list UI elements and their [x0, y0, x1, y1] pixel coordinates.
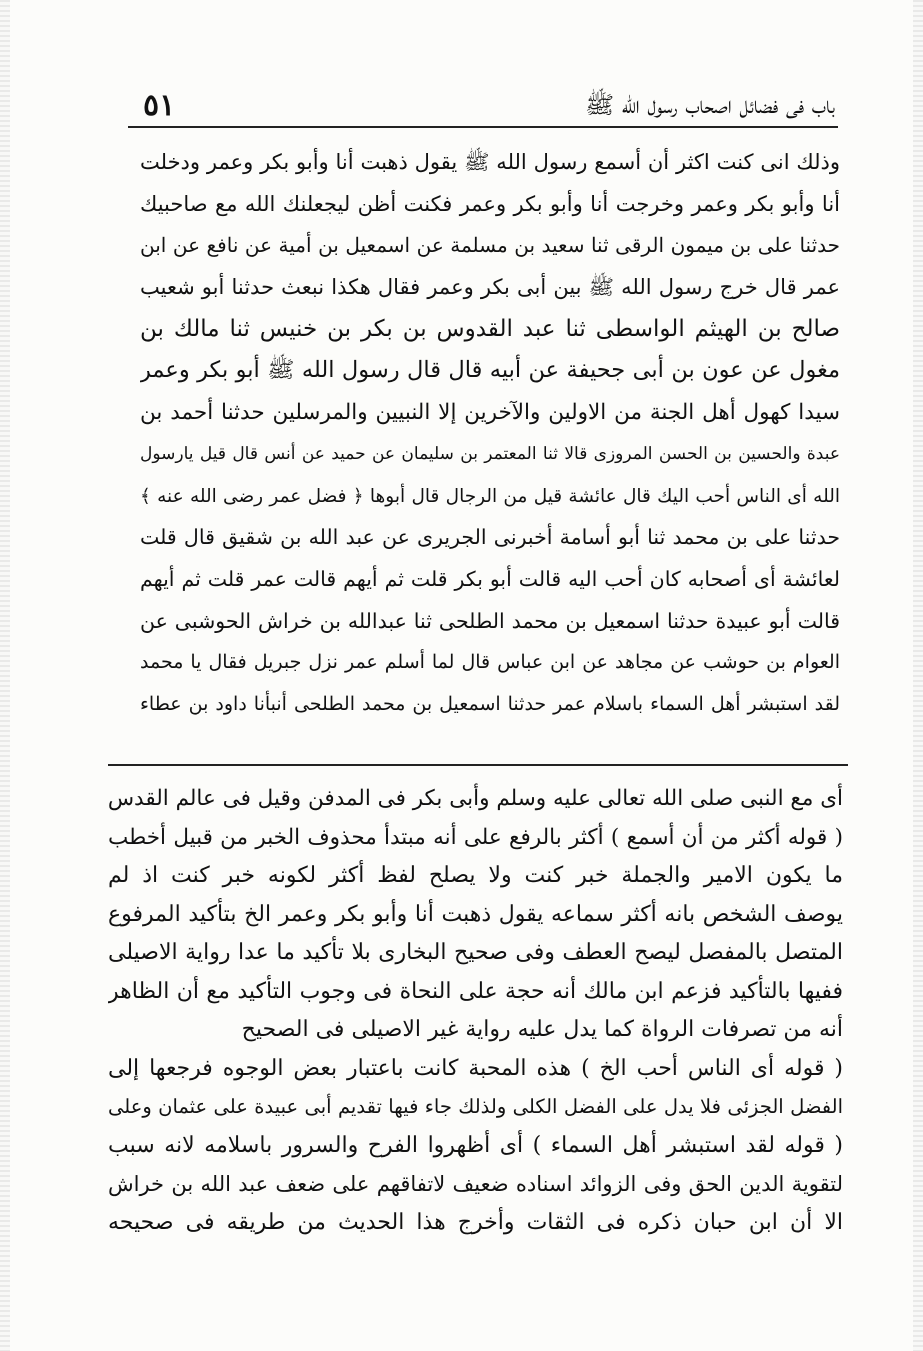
page-number: ٥١ [143, 88, 176, 123]
hadith-line: عمر قال خرج رسول الله ﷺ بين أبى بكر وعمر فقال هكذا نبعث حدثنا أبو شعيب [140, 275, 840, 300]
commentary-line: أى مع النبى صلى الله تعالى عليه وسلم وأبى بكر فى المدفن وقيل فى عالم القدس [108, 786, 843, 811]
running-head [135, 84, 835, 124]
commentary-line: ما يكون الامير والجملة خبر كنت ولا يصلح لفظ أكثر لكونه خبر كنت اذ لم [108, 863, 843, 888]
commentary-line: أنه من تصرفات الرواة كما يدل عليه رواية غير الاصيلى فى الصحيح [241, 1017, 843, 1042]
hadith-line: وذلك انى كنت اكثر أن أسمع رسول الله ﷺ يقول ذهبت أنا وأبو بكر وعمر ودخلت [140, 150, 840, 174]
hadith-line: عبدة والحسين بن الحسن المروزى قالا ثنا المعتمر بن سليمان عن حميد عن أنس قال قيل يارسول [140, 443, 840, 464]
commentary-line: الفضل الجزئى فلا يدل على الفضل الكلى ولذلك جاء فيها تقديم أبى عبيدة على عثمان وعلى [108, 1095, 843, 1118]
hadith-line: لعائشة أى أصحابه كان أحب اليه قالت أبو بكر قلت ثم أيهم قالت عمر قلت ثم أيهم [140, 566, 840, 591]
scan-edge-left [0, 0, 10, 1351]
hadith-line: حدثنا على بن ميمون الرقى ثنا سعيد بن مسلمة عن اسمعيل بن أمية عن نافع عن ابن [140, 233, 840, 258]
commentary-separator-rule [108, 764, 848, 766]
commentary-line: يوصف الشخص بانه أكثر سماعه يقول ذهبت أنا وأبو بكر وعمر الخ بتأكيد المرفوع [108, 901, 843, 927]
hadith-text-block [140, 142, 840, 726]
chapter-title: باب فى فضائل اصحاب رسول الله ﷺ [585, 91, 835, 119]
hadith-line: الله أى الناس أحب اليك قال عائشة قيل من الرجال قال أبوها ﴿ فضل عمر رضى الله عنه ﴾ [140, 485, 840, 507]
hadith-line: حدثنا على بن محمد ثنا أبو أسامة أخبرنى الجريرى عن عبد الله بن شقيق قال قلت [140, 525, 840, 550]
hadith-line: العوام بن حوشب عن مجاهد عن ابن عباس قال لما أسلم عمر نزل جبريل فقال يا محمد [140, 651, 840, 674]
scan-edge-right [913, 0, 923, 1351]
hadith-line: لقد استبشر أهل السماء باسلام عمر حدثنا اسمعيل بن محمد الطلحى أنبأنا داود بن عطاء [140, 692, 840, 715]
commentary-line: الا أن ابن حبان ذكره فى الثقات وأخرج هذا الحديث من طريقه فى صحيحه [108, 1209, 843, 1235]
hadith-line: مغول عن عون بن أبى جحيفة عن أبيه قال قال رسول الله ﷺ أبو بكر وعمر [140, 357, 840, 384]
commentary-line: ( قوله أى الناس أحب الخ ) هذه المحبة كانت باعتبار بعض الوجوه فرجعها إلى [108, 1055, 843, 1081]
header-rule [128, 126, 838, 128]
hadith-line: سيدا كهول أهل الجنة من الاولين والآخرين إلا النبيين والمرسلين حدثنا أحمد بن [140, 400, 840, 426]
commentary-line: ففيها بالتأكيد فزعم ابن مالك أنه حجة على النحاة فى وجوب التأكيد مع أن الظاهر [108, 978, 843, 1004]
hadith-line: صالح بن الهيثم الواسطى ثنا عبد القدوس بن بكر بن خنيس ثنا مالك بن [140, 315, 840, 342]
commentary-line: ( قوله أكثر من أن أسمع ) أكثر بالرفع على أنه مبتدأ محذوف الخبر من قبيل أخطب [108, 824, 843, 850]
commentary-line: لتقوية الدين الحق وفى الزوائد اسناده ضعيف لاتفاقهم على ضعف عبد الله بن خراش [108, 1172, 843, 1196]
hadith-line: أنا وأبو بكر وعمر وخرجت أنا وأبو بكر وعمر فكنت أظن ليجعلنك الله مع صاحبيك [140, 191, 840, 216]
commentary-block [108, 780, 843, 1242]
commentary-line: ( قوله لقد استبشر أهل السماء ) أى أظهروا الفرح والسرور باسلامه لانه سبب [108, 1132, 843, 1158]
commentary-line: المتصل بالمفصل ليصح العطف وفى صحيح البخارى بلا تأكيد ما عدا رواية الاصيلى [108, 940, 843, 965]
hadith-line: قالت أبو عبيدة حدثنا اسمعيل بن محمد الطلحى ثنا عبدالله بن خراش الحوشبى عن [140, 608, 840, 633]
